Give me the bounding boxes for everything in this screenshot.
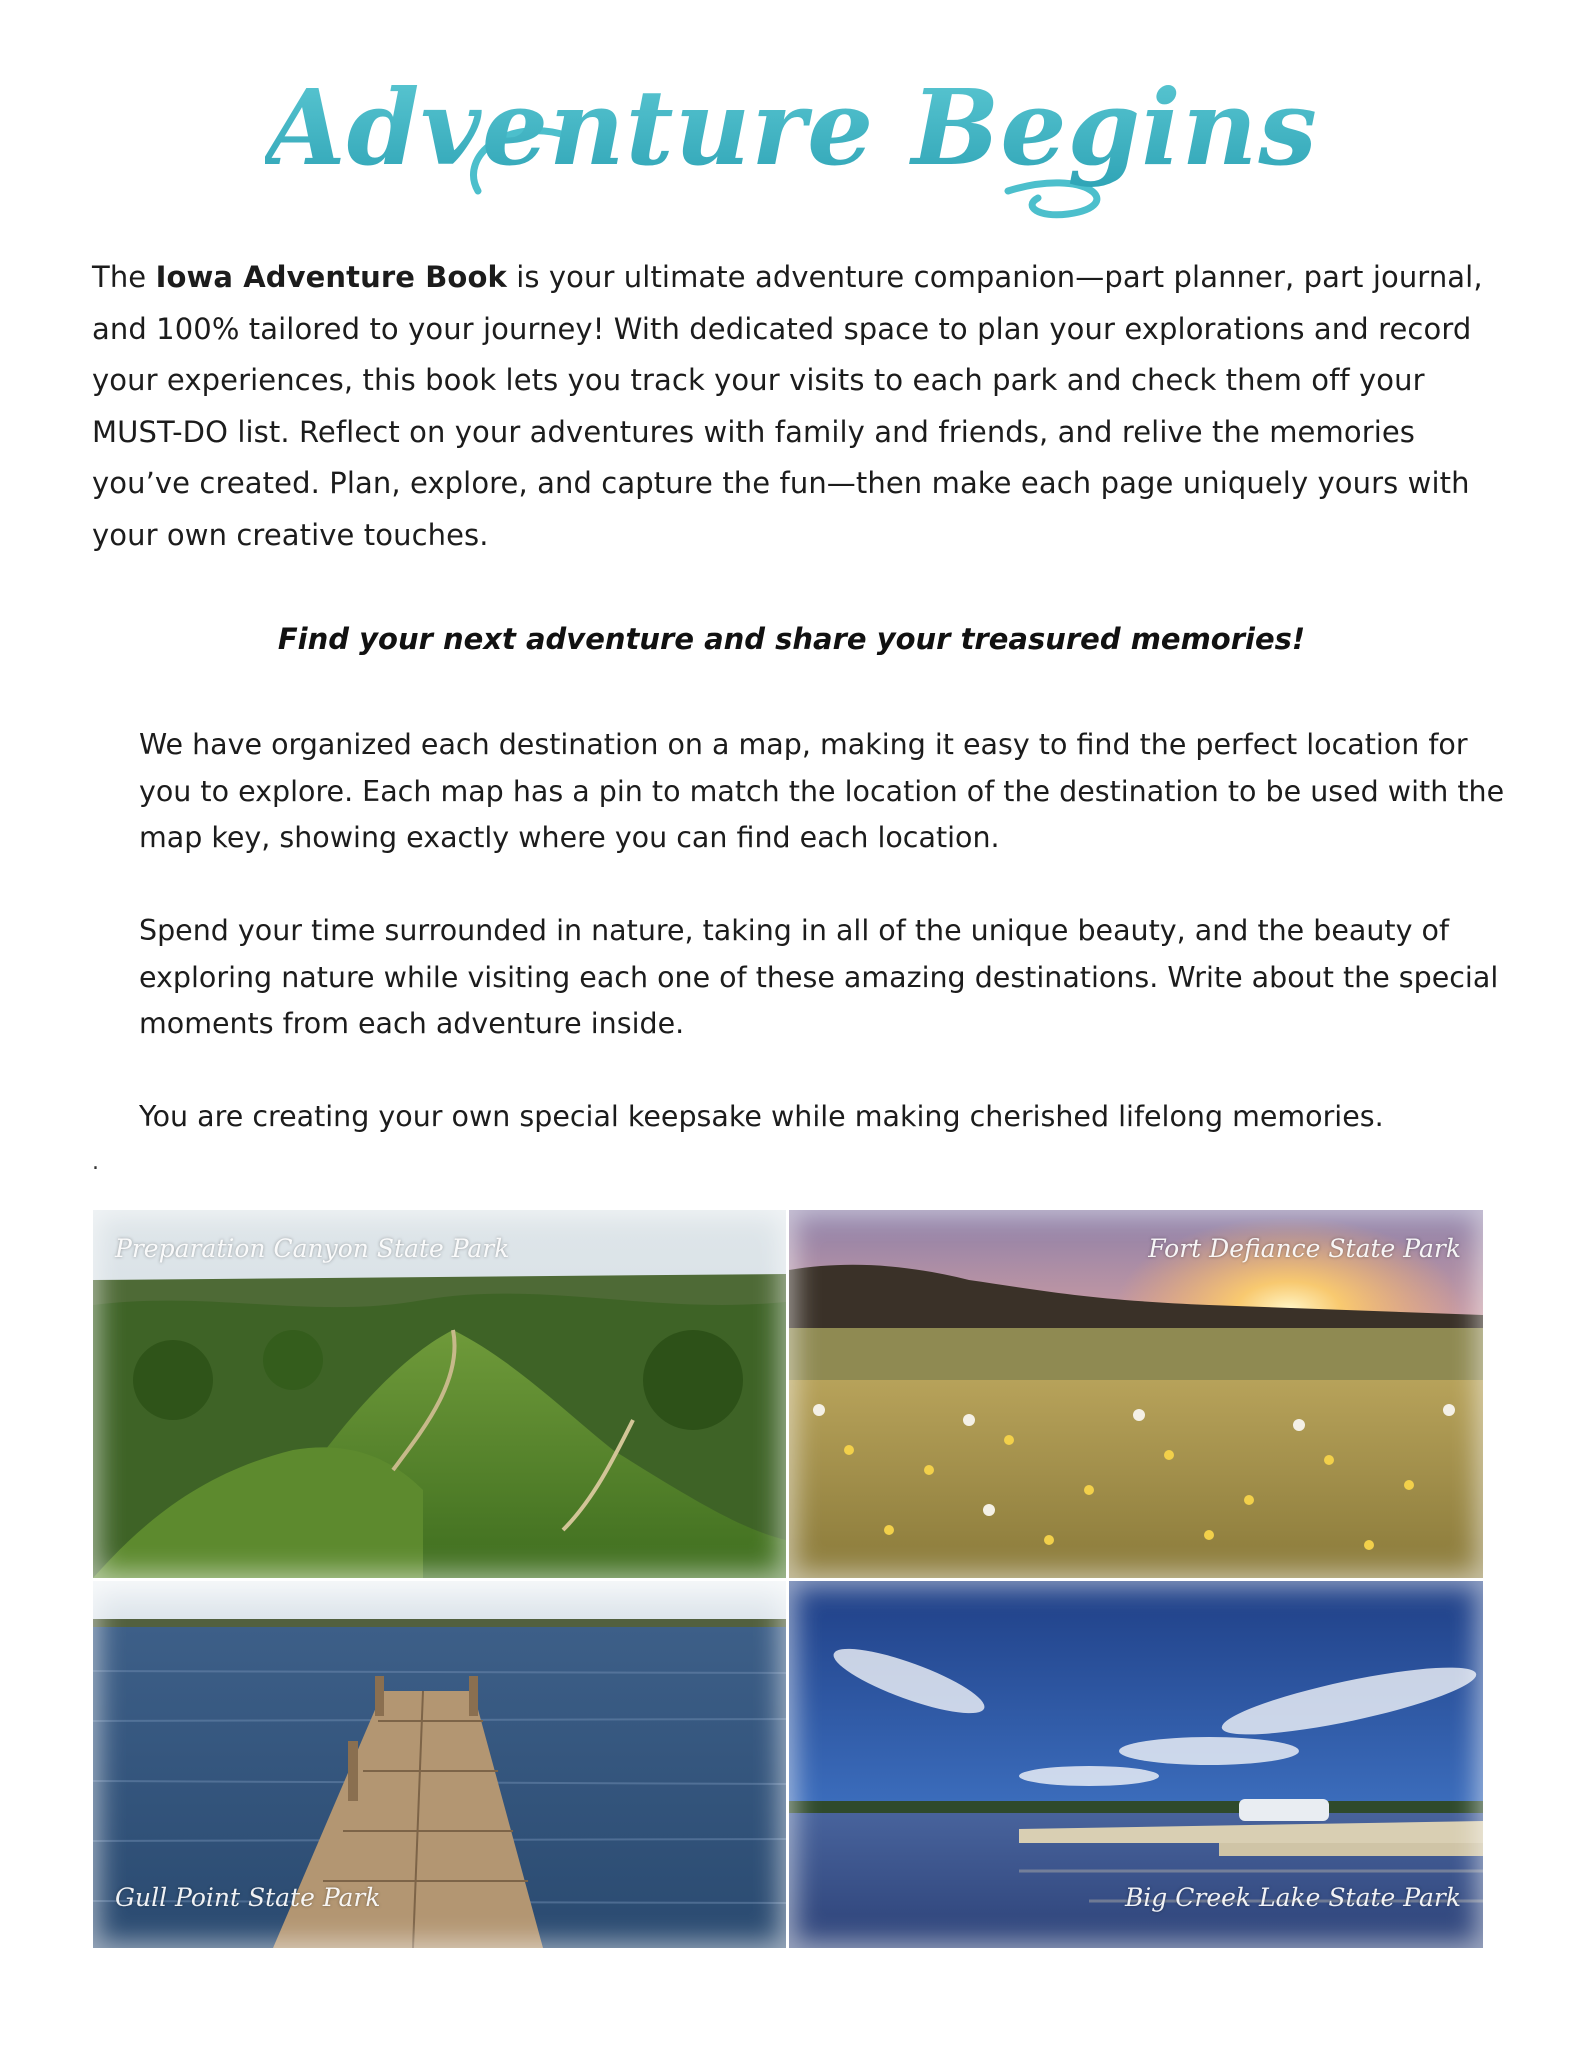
photo-gull-point <box>93 1581 786 1948</box>
photo-fort-defiance <box>789 1210 1483 1578</box>
intro-paragraph <box>92 252 1492 561</box>
photo-grid <box>93 1210 1483 1948</box>
intro-lead: The <box>92 260 156 294</box>
page-title-text: Adventure Begins <box>265 66 1318 189</box>
caption-fort-defiance: Fort Defiance State Park <box>1148 1234 1461 1263</box>
sunset-field-photo-icon <box>789 1210 1483 1578</box>
hills-photo-icon <box>93 1210 786 1578</box>
nature-paragraph: Spend your time surrounded in nature, taking in all of the unique beauty, and the beauty of exploring nature while visiting each one of these amazing destinations. Write about the special moments from each adventure inside. <box>139 914 1499 1040</box>
book-name: Iowa Adventure Book <box>155 260 507 294</box>
intro-rest: is your ultimate adventure companion—part planner, part journal, and 100% tailored to your journey! With dedicated space to plan your explorations and record your experiences, this book lets you track your visits to each park and check them off your MUST-DO list. Reflect on your adventures with family and friends, and relive the memories you’ve created. Plan, explore, and capture the fun—then make each page uniquely yours with your own creative touches. <box>92 260 1483 552</box>
map-paragraph: We have organized each destination on a map, making it easy to find the perfect location for you to explore. Each map has a pin to match the location of the destination to be used with the map key, showing exactly where you can find each location. <box>139 728 1505 854</box>
photo-preparation-canyon <box>93 1210 786 1578</box>
page-title <box>0 66 1583 191</box>
stray-mark: . <box>92 1150 99 1175</box>
caption-big-creek-lake: Big Creek Lake State Park <box>1124 1883 1461 1912</box>
keepsake-paragraph: You are creating your own special keepsake while making cherished lifelong memories. <box>139 1100 1384 1133</box>
tagline: Find your next adventure and share your treasured memories! <box>277 622 1306 656</box>
caption-gull-point: Gull Point State Park <box>115 1883 381 1912</box>
photo-big-creek-lake <box>789 1581 1483 1948</box>
caption-preparation-canyon: Preparation Canyon State Park <box>115 1234 510 1263</box>
